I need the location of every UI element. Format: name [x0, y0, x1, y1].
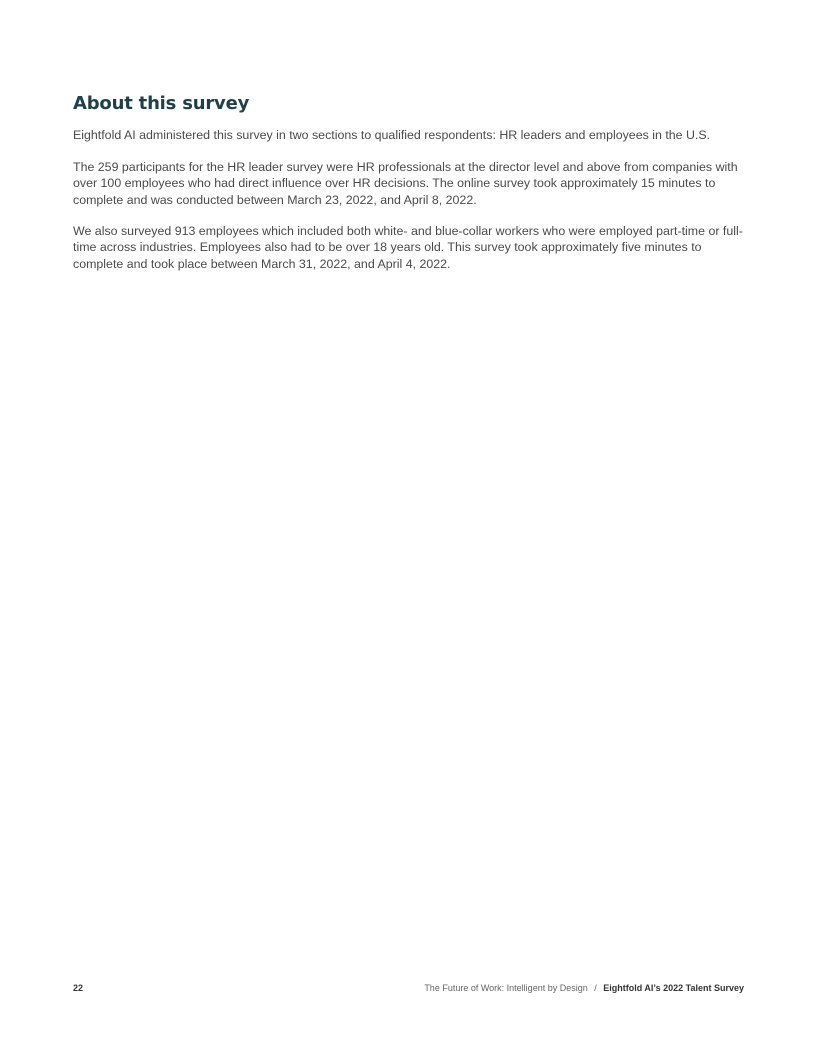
footer-report-title: The Future of Work: Intelligent by Design — [424, 983, 588, 993]
footer-running-title — [424, 983, 744, 993]
intro-paragraph: Eightfold AI administered this survey in two sections to qualified respondents: HR leaders and employees in the U.S. — [73, 128, 711, 142]
page-title: About this survey — [73, 93, 250, 114]
page-footer — [73, 983, 744, 997]
employee-survey-paragraph: We also surveyed 913 employees which included both white- and blue-collar workers who were employed part-time or full-time across industries. Employees also had to be over 18 years old. This survey took approximately five minutes to complete and took place between March 31, 2022, and April 4, 2022. — [73, 224, 743, 271]
page-number: 22 — [73, 983, 84, 993]
footer-publication-title: Eightfold AI’s 2022 Talent Survey — [603, 983, 744, 993]
hr-leader-survey-paragraph: The 259 participants for the HR leader survey were HR professionals at the director level and above from companies with over 100 employees who had direct influence over HR decisions. The online survey took approximately 15 minutes to complete and was conducted between March 23, 2022, and April 8, 2022. — [73, 160, 738, 207]
footer-separator: / — [594, 983, 597, 993]
